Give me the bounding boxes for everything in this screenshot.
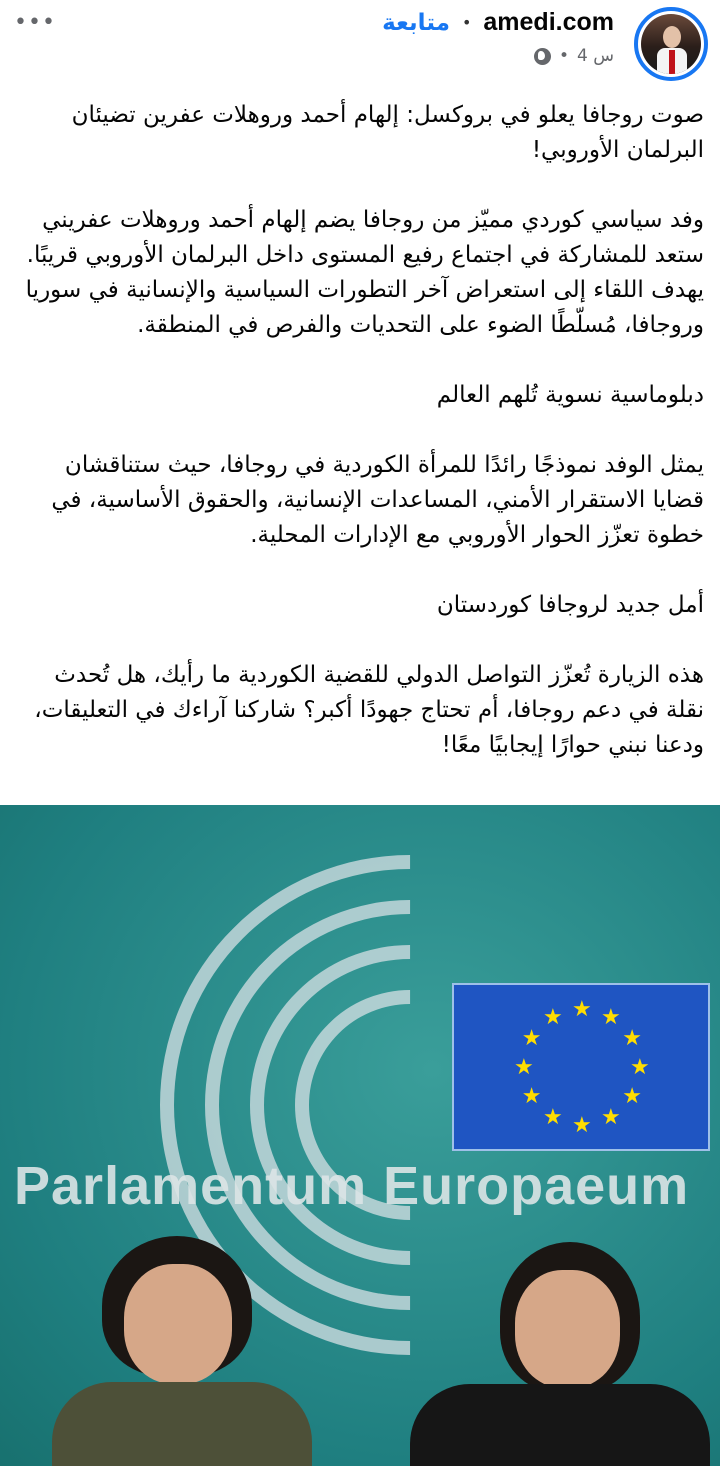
post-paragraph: وفد سياسي كوردي مميّز من روجافا يضم إلهام أحمد وروهلات عفريني ستعد للمشاركة في اجتماع رفيع المستوى داخل البرلمان الأوروبي قريبًا. [26, 207, 704, 268]
eu-star-icon: ★ [572, 1113, 592, 1138]
post-paragraph: يمثل الوفد نموذجًا رائدًا للمرأة الكوردية في روجافا، حيث ستناقشان قضايا الاستقرار الأمني، المساعدات الإنسانية، والحقوق الأساسية، في خطوة تعزّز الحوار الأوروبي مع الإدارات المحلية. [51, 452, 704, 548]
post-image[interactable] [0, 805, 720, 1466]
author-name[interactable]: amedi.com [483, 8, 614, 36]
eu-star-icon: ★ [572, 997, 592, 1022]
post-time[interactable]: 4 س [577, 46, 614, 66]
eu-star-icon: ★ [630, 1055, 650, 1080]
post-paragraph: أمل جديد لروجافا كوردستان [436, 592, 704, 618]
post-header [0, 0, 720, 86]
globe-icon [534, 48, 551, 65]
post-text [20, 98, 704, 798]
eu-star-icon: ★ [521, 1026, 542, 1051]
eu-star-icon: ★ [543, 1004, 563, 1030]
eu-flag [452, 983, 710, 1151]
post-paragraph: دبلوماسية نسوية تُلهم العالم [436, 382, 704, 408]
parliament-logo-text: Parlamentum Europaeum [14, 1156, 690, 1216]
eu-star-icon: ★ [622, 1026, 642, 1051]
eu-star-icon: ★ [543, 1105, 563, 1131]
person-right [470, 1236, 670, 1466]
post-paragraph: هذه الزيارة تُعزّز التواصل الدولي للقضية الكوردية ما رأيك، هل تُحدث نقلة في دعم روجافا، أم تحتاج جهودًا أكبر؟ شاركنا آراءك في التعليقات، ودعنا نبني حوارًا إيجابيًا معًا! [34, 662, 704, 758]
post-paragraph: يهدف اللقاء إلى استعراض آخر التطورات السياسية والإنسانية في سوريا وروجافا، مُسلّطًا الضوء على التحديات والفرص في المنطقة. [25, 277, 704, 338]
more-options-icon[interactable]: ••• [14, 10, 56, 35]
eu-star-icon: ★ [622, 1084, 642, 1109]
separator: • [461, 13, 472, 32]
separator: • [558, 46, 569, 66]
author-avatar[interactable] [634, 7, 708, 81]
eu-star-icon: ★ [601, 1004, 621, 1030]
eu-star-icon: ★ [514, 1055, 534, 1080]
follow-button[interactable]: متابعة [382, 9, 450, 36]
eu-star-icon: ★ [521, 1084, 542, 1109]
eu-star-icon: ★ [601, 1105, 621, 1131]
person-left [92, 1230, 312, 1466]
post-paragraph: صوت روجافا يعلو في بروكسل: إلهام أحمد وروهلات عفرين تضيئان البرلمان الأوروبي! [71, 102, 704, 163]
